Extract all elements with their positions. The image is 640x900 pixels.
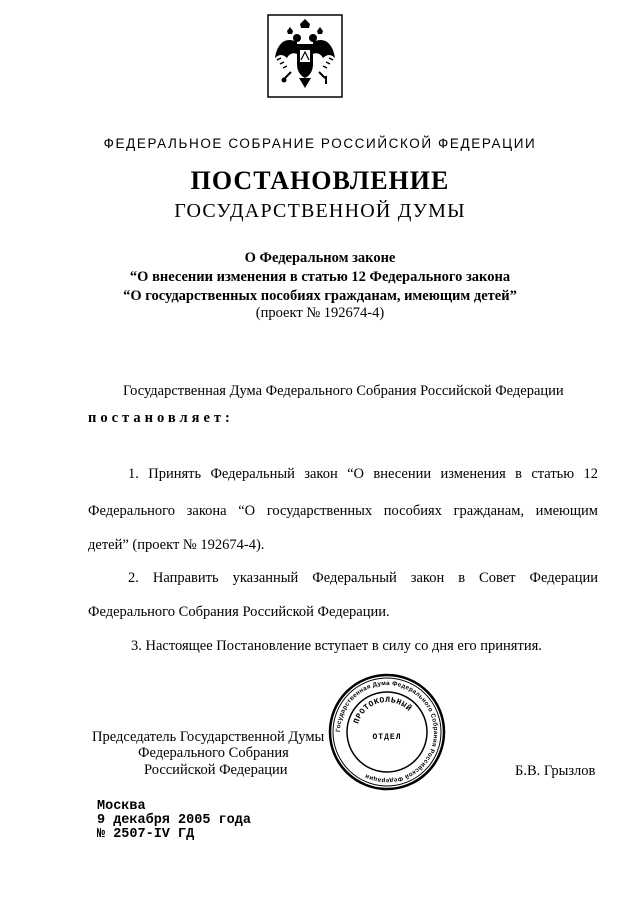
- issuer-name: ГОСУДАРСТВЕННОЙ ДУМЫ: [174, 200, 466, 222]
- item-1-line-1: 1. Принять Федеральный закон “О внесении изменения в статью 12: [128, 466, 598, 482]
- law-title-line-1: О Федеральном законе: [244, 250, 396, 266]
- place-of-signing: Москва: [97, 799, 146, 814]
- item-2-line-2: Федерального Собрания Российской Федерации.: [88, 604, 390, 620]
- intro-paragraph: Государственная Дума Федерального Собрания Российской Федерации: [123, 383, 564, 399]
- signatory-title-line-3: Российской Федерации: [144, 762, 288, 778]
- document-number: № 2507-IV ГД: [97, 827, 195, 842]
- organization-name: ФЕДЕРАЛЬНОЕ СОБРАНИЕ РОССИЙСКОЙ ФЕДЕРАЦИИ: [103, 136, 537, 151]
- seal-center-text: ОТДЕЛ: [372, 733, 402, 742]
- law-title-line-2: “О внесении изменения в статью 12 Федерального закона: [129, 269, 511, 285]
- signatory-name: Б.В. Грызлов: [515, 763, 596, 779]
- signatory-title-line-1: Председатель Государственной Думы: [92, 729, 325, 745]
- resolves-keyword: постановляет:: [88, 410, 234, 426]
- item-2-line-1: 2. Направить указанный Федеральный закон в Совет Федерации: [128, 570, 598, 586]
- seal-inner-top-text: ПРОТОКОЛЬНЫЙ: [352, 695, 414, 726]
- document-type: ПОСТАНОВЛЕНИЕ: [190, 166, 450, 195]
- item-1-line-3: детей” (проект № 192674-4).: [88, 537, 265, 553]
- signing-date: 9 декабря 2005 года: [97, 813, 251, 828]
- item-3: 3. Настоящее Постановление вступает в силу со дня его принятия.: [131, 638, 542, 654]
- round-seal-icon: [328, 673, 446, 791]
- law-title-line-3: “О государственных пособиях гражданам, имеющим детей”: [123, 288, 517, 304]
- coat-of-arms-icon: [267, 14, 343, 98]
- seal-outer-text: Государственная Дума Федерального Собрания Российской Федерации: [334, 679, 440, 785]
- project-number: (проект № 192674-4): [255, 305, 385, 321]
- signatory-title-line-2: Федерального Собрания: [138, 745, 289, 761]
- svg-text:Государственная Дума Федеральн: [335, 680, 439, 784]
- item-1-line-2: Федерального закона “О государственных пособиях гражданам, имеющим: [88, 503, 598, 519]
